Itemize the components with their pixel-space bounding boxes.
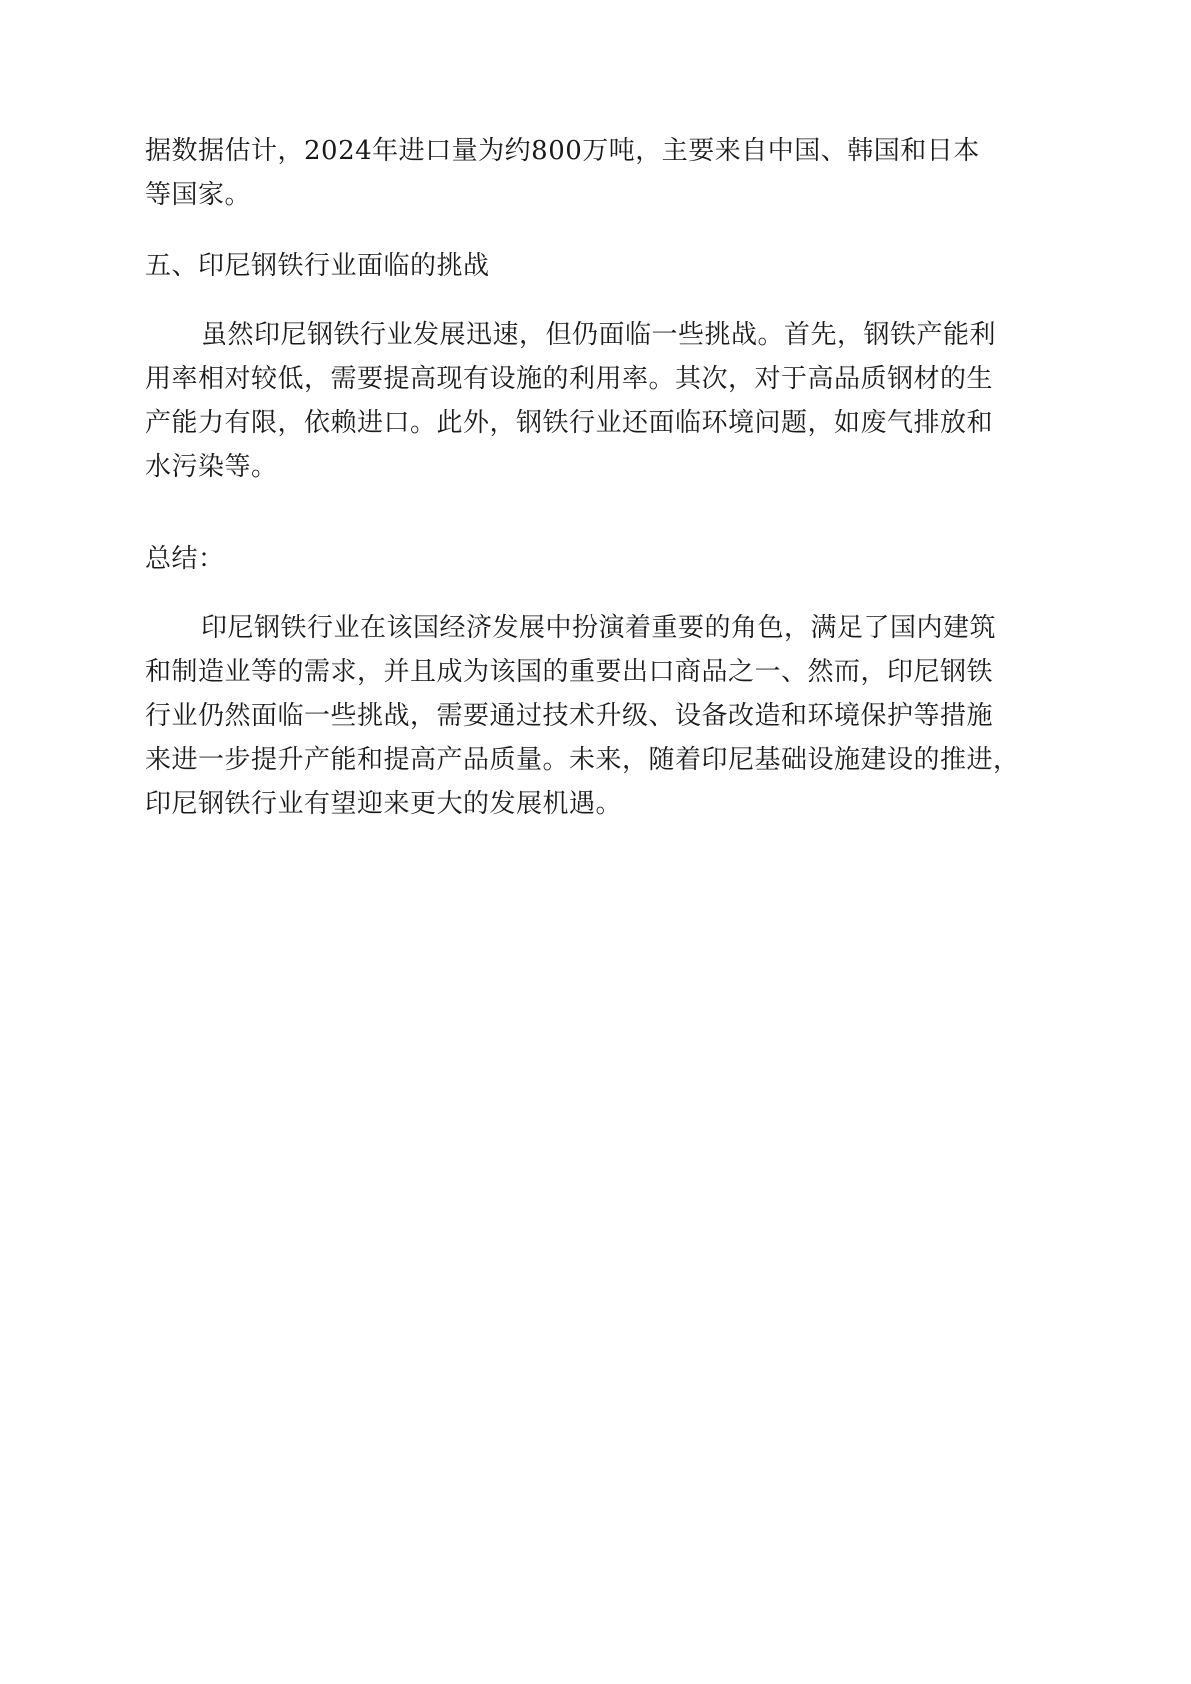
paragraph-line: 行业仍然面临一些挑战，需要通过技术升级、设备改造和环境保护等措施 xyxy=(145,701,994,731)
summary-heading xyxy=(145,537,1065,581)
paragraph-line: 用率相对较低，需要提高现有设施的利用率。其次，对于高品质钢材的生 xyxy=(145,364,994,394)
section-heading-text: 五、印尼钢铁行业面临的挑战 xyxy=(145,251,490,281)
section-5-heading xyxy=(145,244,1065,288)
paragraph-line: 印尼钢铁行业有望迎来更大的发展机遇。 xyxy=(145,789,623,819)
challenges-paragraph xyxy=(145,313,1065,489)
summary-paragraph xyxy=(145,606,1065,826)
paragraph-line: 虽然印尼钢铁行业发展迅速，但仍面临一些挑战。首先，钢铁产能利 xyxy=(201,320,997,350)
paragraph-line: 产能力有限，依赖进口。此外，钢铁行业还面临环境问题，如废气排放和 xyxy=(145,408,994,438)
paragraph-line: 印尼钢铁行业在该国经济发展中扮演着重要的角色，满足了国内建筑 xyxy=(201,613,997,643)
paragraph-line: 据数据估计，2024年进口量为约800万吨，主要来自中国、韩国和日本 xyxy=(145,136,980,166)
summary-heading-text: 总结： xyxy=(145,544,225,574)
paragraph-line: 和制造业等的需求，并且成为该国的重要出口商品之一、然而，印尼钢铁 xyxy=(145,657,994,687)
import-paragraph xyxy=(145,129,1065,217)
paragraph-line: 等国家。 xyxy=(145,180,252,210)
paragraph-line: 来进一步提升产能和提高产品质量。未来，随着印尼基础设施建设的推进， xyxy=(145,745,1020,775)
paragraph-line: 水污染等。 xyxy=(145,452,278,482)
